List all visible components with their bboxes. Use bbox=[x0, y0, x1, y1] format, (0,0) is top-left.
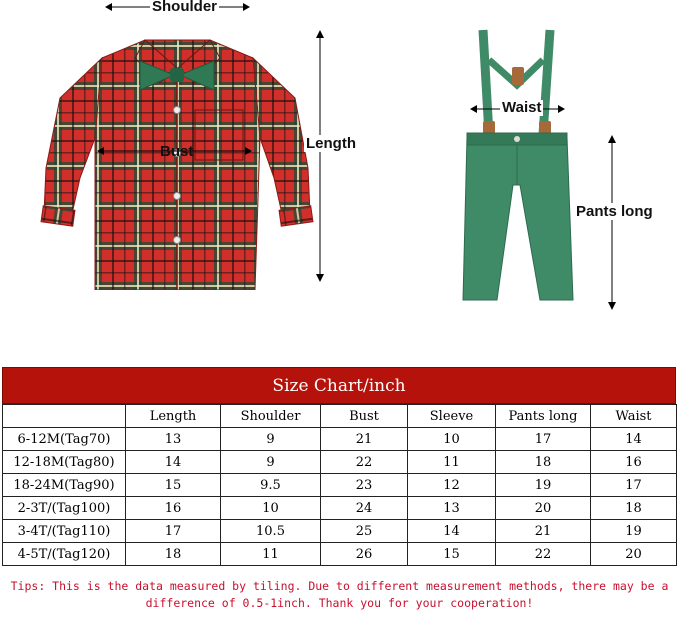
pants-long-arrow bbox=[606, 135, 618, 310]
length-arrow bbox=[314, 30, 326, 282]
table-cell: 25 bbox=[321, 520, 408, 543]
size-chart bbox=[2, 367, 676, 566]
table-cell: 18 bbox=[591, 497, 677, 520]
table-cell: 14 bbox=[408, 520, 496, 543]
table-cell: 9.5 bbox=[221, 474, 321, 497]
header-cell: Pants long bbox=[496, 405, 591, 428]
header-cell: Bust bbox=[321, 405, 408, 428]
table-cell: 13 bbox=[126, 428, 221, 451]
table-cell: 14 bbox=[591, 428, 677, 451]
table-cell: 18 bbox=[126, 543, 221, 566]
table-row bbox=[3, 451, 677, 474]
table-cell: 24 bbox=[321, 497, 408, 520]
table-cell: 9 bbox=[221, 451, 321, 474]
waist-label: Waist bbox=[502, 99, 542, 116]
table-row bbox=[3, 520, 677, 543]
table-cell: 15 bbox=[126, 474, 221, 497]
table-cell: 10 bbox=[221, 497, 321, 520]
table-cell: 21 bbox=[321, 428, 408, 451]
table-cell: 17 bbox=[126, 520, 221, 543]
table-row bbox=[3, 543, 677, 566]
table-row bbox=[3, 474, 677, 497]
table-cell: 18 bbox=[496, 451, 591, 474]
table-cell: 2-3T/(Tag100) bbox=[3, 497, 126, 520]
shoulder-label: Shoulder bbox=[152, 0, 218, 15]
table-row bbox=[3, 497, 677, 520]
table-cell: 21 bbox=[496, 520, 591, 543]
table-cell: 13 bbox=[408, 497, 496, 520]
header-cell: Shoulder bbox=[221, 405, 321, 428]
table-cell: 11 bbox=[221, 543, 321, 566]
table-cell: 11 bbox=[408, 451, 496, 474]
table-row bbox=[3, 428, 677, 451]
header-cell bbox=[3, 405, 126, 428]
header-cell: Length bbox=[126, 405, 221, 428]
table-cell: 9 bbox=[221, 428, 321, 451]
table-cell: 17 bbox=[496, 428, 591, 451]
table-header-row bbox=[3, 405, 677, 428]
pants-long-label: Pants long bbox=[576, 203, 653, 220]
table-cell: 15 bbox=[408, 543, 496, 566]
header-cell: Waist bbox=[591, 405, 677, 428]
size-chart-title: Size Chart/inch bbox=[2, 367, 676, 404]
table-cell: 18-24M(Tag90) bbox=[3, 474, 126, 497]
tips-line-2: difference of 0.5-1inch. Thank you for your cooperation! bbox=[145, 596, 534, 610]
size-chart-table bbox=[2, 404, 677, 566]
table-cell: 3-4T/(Tag110) bbox=[3, 520, 126, 543]
table-cell: 10 bbox=[408, 428, 496, 451]
table-cell: 23 bbox=[321, 474, 408, 497]
table-cell: 20 bbox=[591, 543, 677, 566]
table-cell: 6-12M(Tag70) bbox=[3, 428, 126, 451]
header-cell: Sleeve bbox=[408, 405, 496, 428]
table-cell: 4-5T/(Tag120) bbox=[3, 543, 126, 566]
bust-label: Bust bbox=[160, 143, 194, 160]
suspender-pants-image bbox=[455, 25, 585, 310]
table-cell: 14 bbox=[126, 451, 221, 474]
table-cell: 22 bbox=[321, 451, 408, 474]
table-cell: 19 bbox=[591, 520, 677, 543]
table-cell: 26 bbox=[321, 543, 408, 566]
table-cell: 19 bbox=[496, 474, 591, 497]
table-cell: 22 bbox=[496, 543, 591, 566]
table-cell: 20 bbox=[496, 497, 591, 520]
length-label: Length bbox=[306, 135, 356, 152]
table-cell: 10.5 bbox=[221, 520, 321, 543]
table-cell: 12-18M(Tag80) bbox=[3, 451, 126, 474]
table-cell: 17 bbox=[591, 474, 677, 497]
table-cell: 16 bbox=[591, 451, 677, 474]
table-cell: 16 bbox=[126, 497, 221, 520]
tips-note bbox=[0, 578, 679, 612]
table-cell: 12 bbox=[408, 474, 496, 497]
tips-line-1: Tips: This is the data measured by tiling. Due to different measurement methods, there may be a bbox=[10, 579, 669, 593]
